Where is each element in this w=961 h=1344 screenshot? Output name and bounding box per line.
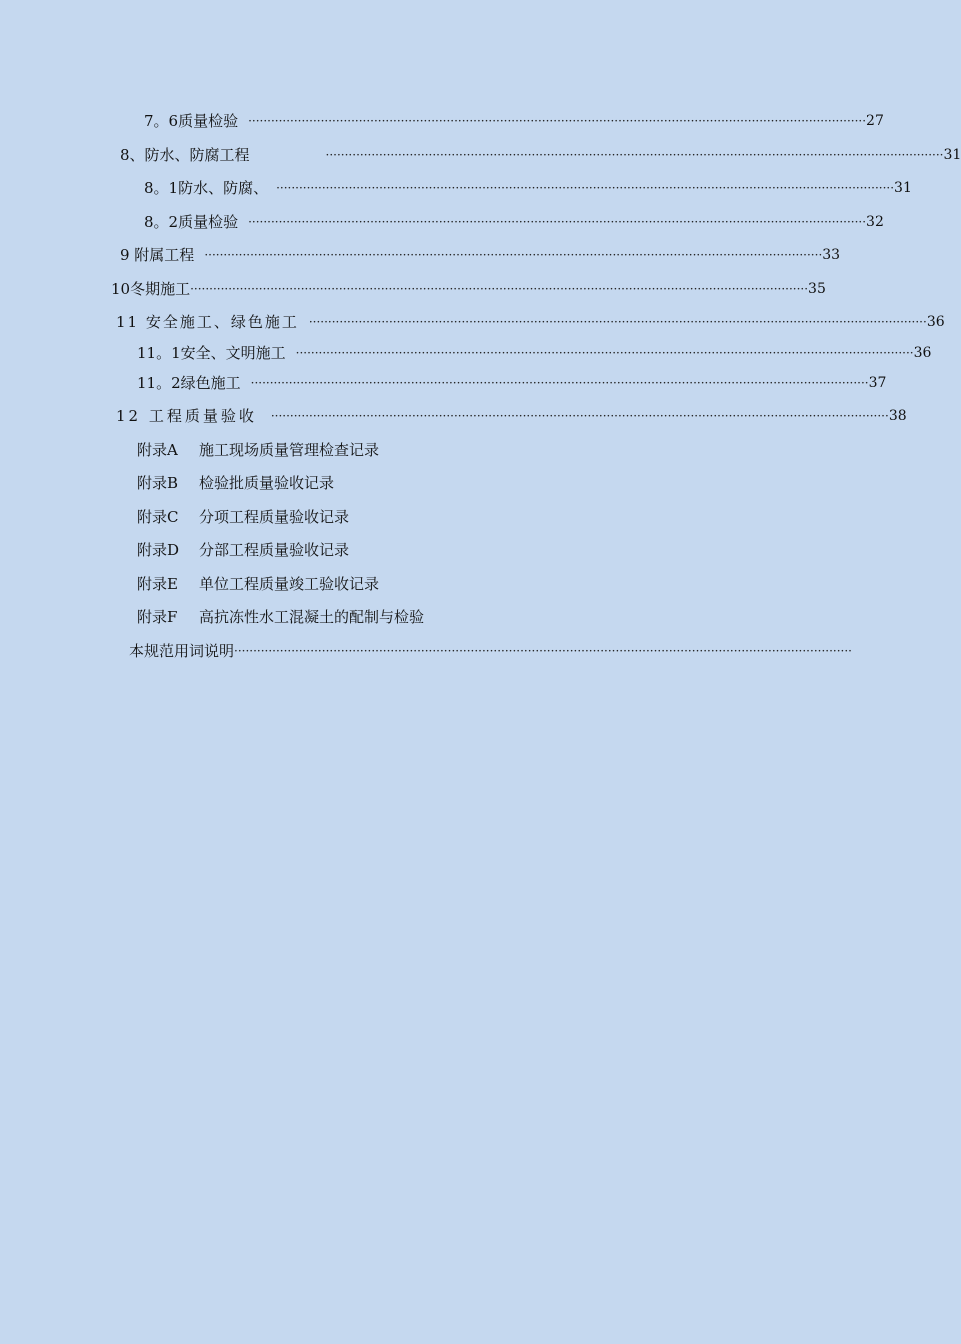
toc-entry-usage-note[interactable] — [129, 639, 852, 663]
toc-entry-8-2[interactable] — [144, 210, 884, 234]
appendix-title: 单位工程质量竣工验收记录 — [199, 575, 380, 593]
toc-entry-label: 10冬期施工 — [111, 280, 191, 298]
appendix-title: 高抗冻性水工混凝土的配制与检验 — [199, 608, 425, 626]
dot-leader: ·································································································································································· — [308, 315, 927, 329]
toc-entry-label: 11。2绿色施工 — [137, 374, 241, 392]
dot-leader: ·································································································································································· — [204, 248, 823, 262]
appendix-code: 附录B — [137, 474, 179, 492]
toc-entry-page: 35 — [808, 281, 826, 297]
toc-entry-label: 8、防水、防腐工程 — [120, 146, 250, 164]
appendix-c[interactable] — [137, 505, 349, 529]
toc-entry-label: 11 安全施工、绿色施工 — [116, 313, 299, 331]
dot-leader: ·································································································································································· — [250, 376, 869, 390]
dot-leader: ·································································································································································· — [234, 644, 852, 658]
appendix-title: 施工现场质量管理检查记录 — [199, 441, 380, 459]
appendix-b[interactable] — [137, 471, 334, 495]
toc-entry-page: 33 — [822, 247, 841, 263]
dot-leader: ·································································································································································· — [276, 181, 895, 195]
appendix-code: 附录C — [137, 508, 179, 526]
toc-entry-page: 36 — [926, 314, 945, 330]
toc-entry-8-1[interactable] — [144, 176, 912, 200]
toc-entry-label: 8。2质量检验 — [144, 213, 239, 231]
toc-entry-8[interactable] — [120, 143, 961, 167]
appendix-e[interactable] — [137, 572, 379, 596]
appendix-title: 分项工程质量验收记录 — [199, 508, 350, 526]
appendix-code: 附录D — [137, 541, 180, 559]
toc-entry-page: 37 — [868, 375, 887, 391]
appendix-f[interactable] — [137, 605, 424, 629]
dot-leader: ·································································································································································· — [325, 148, 944, 162]
toc-entry-page: 31 — [943, 147, 961, 163]
toc-entry-11[interactable] — [116, 310, 945, 334]
toc-entry-label: 8。1防水、防腐、 — [144, 179, 269, 197]
appendix-code: 附录E — [137, 575, 178, 593]
toc-entry-page: 31 — [894, 180, 912, 196]
appendix-d[interactable] — [137, 538, 349, 562]
toc-entry-label: 9 附属工程 — [120, 246, 195, 264]
dot-leader: ·································································································································································· — [190, 282, 809, 296]
toc-entry-label: 12 工程质量验收 — [116, 407, 257, 425]
appendix-title: 分部工程质量验收记录 — [199, 541, 350, 559]
toc-entry-9[interactable] — [120, 243, 841, 267]
toc-entry-label: 11。1安全、文明施工 — [137, 344, 286, 362]
appendix-a[interactable] — [137, 438, 379, 462]
toc-entry-page: 32 — [866, 214, 884, 230]
toc-entry-label: 7。6质量检验 — [144, 112, 239, 130]
toc-entry-page: 27 — [866, 113, 884, 129]
toc-entry-page: 36 — [913, 345, 932, 361]
appendix-code: 附录F — [137, 608, 178, 626]
toc-entry-12[interactable] — [116, 404, 907, 428]
dot-leader: ·································································································································································· — [295, 346, 914, 360]
appendix-title: 检验批质量验收记录 — [199, 474, 335, 492]
dot-leader: ·································································································································································· — [270, 409, 889, 423]
dot-leader: ·································································································································································· — [248, 114, 867, 128]
toc-entry-10[interactable] — [111, 277, 826, 301]
dot-leader: ·································································································································································· — [248, 215, 867, 229]
toc-entry-7-6[interactable] — [144, 109, 884, 133]
toc-entry-page: 38 — [888, 408, 907, 424]
toc-entry-11-1[interactable] — [137, 341, 932, 365]
appendix-code: 附录A — [137, 441, 178, 459]
toc-entry-label: 本规范用词说明 — [129, 642, 235, 660]
toc-entry-11-2[interactable] — [137, 371, 887, 395]
